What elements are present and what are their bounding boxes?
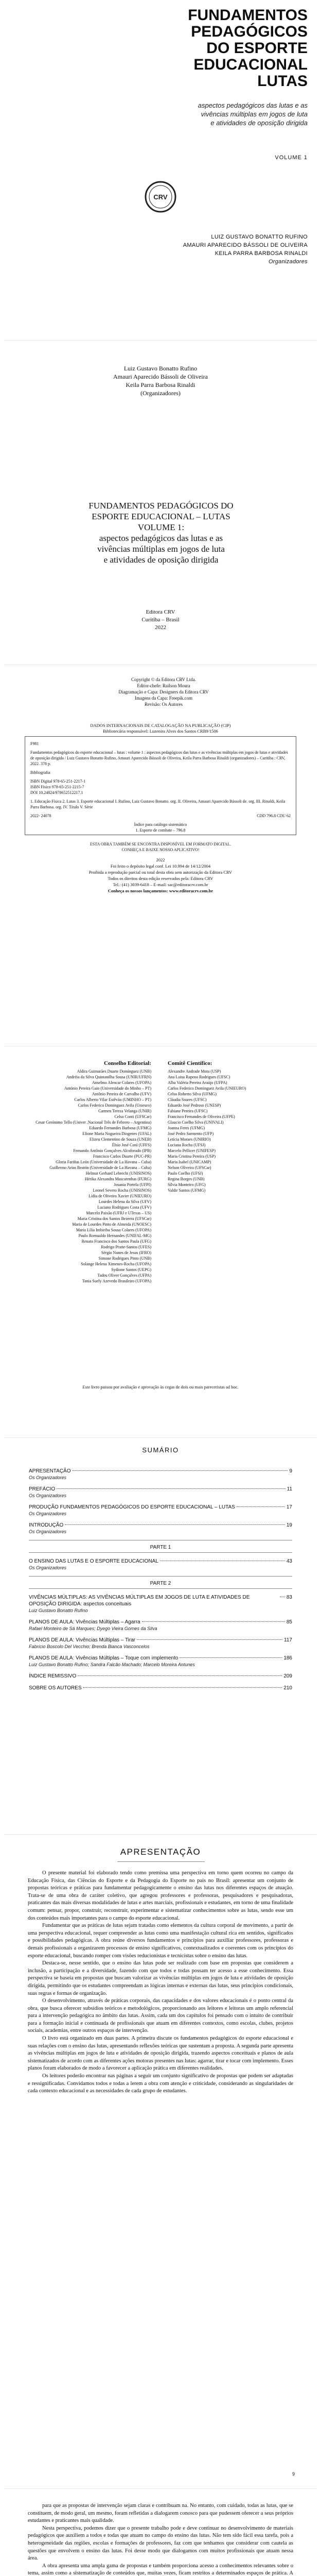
toc-list (29, 1463, 292, 1691)
paragraph: Os leitores poderão encontrar nas páginas a seguir um conjunto significativo de propostas que podem ser adaptadas e ressignificadas. Convidamos todos e todas a lerem a obra com atenção e criticidade, considerando as singularidades de cada contexto educacional e as necessidades de cada grupo de estudantes. (28, 2073, 293, 2094)
council-member: Luciana Rocha (UFSJ) (168, 1143, 206, 1147)
council-member: Joanna Feres (UFMG) (168, 1126, 205, 1130)
toc-leader-dots (142, 1621, 285, 1622)
council-member: Carlos Federico Dominguez Avila (Unieuro) (78, 1103, 151, 1108)
paragraph: O desenvolvimento, através de práticas corporais, das capacidades e dos valores educacionais é o ponto central da obra, que busca oferecer subsídios teóricos e metodológicos, proporcionando aos leitores e leitoras um amplo referencial para a intervenção pedagógica no âmbito das lutas. Assim, cada um dos capítulos foi pensado com o intuito de contribuir para a formação inicial e continuada de profissionais que atuam em diferentes contextos, como escolas, clubes, projetos sociais, academias, entre outros espaços de intervenção. (28, 1998, 293, 2034)
council-member: Glaucio Coelho Silva (UNIVALI) (168, 1120, 224, 1125)
cip-isbn: ISBN Digital 978-65-251-2217-1 ISBN Físico 978-65-251-2215-7 DOI 10.24824/978652512217.1 (30, 779, 86, 795)
council-member: Marcelo Paixão (UFRJ e UTexas – US) (86, 1211, 151, 1215)
paragraph: Destaca-se, nesse sentido, que o ensino das lutas pode ser realizado com base em propostas que considerem a inclusão, a participação e a diversidade, fazendo com que todos e todas possam ter acesso a esse conhecimento. Essa perspectiva se baseia em propostas que buscam valorizar as vivências múltiplas em jogos de luta e atividades de oposição dirigida, permitindo que os estudantes compreendam as lógicas internas e externas das lutas, seus princípios condicionais, suas regras e formas de organização. (28, 1960, 293, 1996)
council-member: Andréia da Silva Quintanilha Sousa (UNIR/UFRN) (66, 1075, 151, 1079)
catalog-page (4, 665, 317, 1041)
peer-review-note: Este livro passou por avaliação e aprovação às cegas de dois ou mais pareceristas ad hoc. (82, 1384, 239, 1389)
toc-entry[interactable] (29, 1594, 292, 1614)
council-member: António Pereira Gaio (Universidade do Minho – PT) (64, 1086, 151, 1091)
council-member: Maria Lília Imbiriba Sousa Colares (UFOPA) (76, 1228, 151, 1232)
toc-leader-dots (237, 1506, 285, 1507)
editorial-council: Conselho Editorial: Aldira Guimarães Duarte Domínguez (UNB) Andréia da Silva Quintanilha Sousa (UNIR/UFRN) Anselmo Alencar Colares (UFOPA) António Pereira Gaio (Universidade do Minho – PT) Antônio Pereira de Carvalho (UFV) Carlos Alberto Vilar Estêvão (UMINHO – PT) Carlos Federico Dominguez Avila (Unieuro) Carmen Tereza Velanga (UNIR) Celso Conti (UFSCar) Cesar Gerónimo Tello (Univer .Nacional Três de Febrero – Argentina) Eduardo Fernandes Barbosa (UFMG) Elione Maria Nogueira Diogenes (UFAL) Elizeu Clementino de Souza (UNEB) Élsio José Corá (UFFS) Fernando Antônio Gonçalves Alcoforado (IPB) Francisco Carlos Duarte (PUC-PR) Gloria Fariñas León (Universidade de La Havana – Cuba) Guillermo Arias Beatón (Universidade de La Havana – Cuba) Helmut Gerhard Lebrecht (UNISINOS) Hérika Alexandra Mascarenhas (FURG) Josania Portela (UFPI) Leonel Severo Rocha (UNISINOS) Lídia de Oliveira Xavier (UNIEURO) Lourdes Helena da Silva (UFV) Luciano Rodrigues Costa (UFV) Marcelo Paixão (UFRJ e UTexas – US) Maria Cristina dos Santos Bezerra (UFSCar) Maria de Lourdes Pinto de Almeida (UNOESC) Maria Lília Imbiriba Sousa Colares (UFOPA) Paulo Romualdo Hernandes (UNIFAL-MG) Renato Francisco dos Santos Paula (UFG) Rodrigo Pratte-Santos (UFES) Sérgio Nunes de Jesus (IFRO) Simone Rodrigues Pinto (UNB) Solange Helena Ximenes-Rocha (UFOPA) Sydione Santos (UEPG) Tadeu Oliver Gonçalves (UFPA) Tania Suely Azevedo Brasileiro (UFOPA) (33, 1061, 151, 1284)
council-member: Leonel Severo Rocha (UNISINOS) (93, 1188, 151, 1193)
toc-entry-page: 17 (286, 1504, 292, 1510)
cip-cdu: 2022- 24078 CDD 796.8 CDU 62 (30, 814, 291, 818)
council-member: Nelson Oliveira (UFSCar) (168, 1165, 211, 1170)
council-member: Maria Isabel (UNICAMP) (168, 1160, 211, 1164)
council-member: Paulo Romualdo Hernandes (UNIFAL-MG) (78, 1233, 151, 1238)
council-member: Alexandre Andrade Mota (USP) (168, 1069, 221, 1074)
title-page-title: FUNDAMENTOS PEDAGÓGICOS DO ESPORTE EDUCACIONAL – LUTAS VOLUME 1: aspectos pedagógicos das lutas e as vivências múltiplas em jogos de luta e atividades de oposição dirigida (88, 501, 234, 565)
scientific-committee: Comitê Científico: Alexandre Andrade Mota (USP) Ana Luisa Raposo Rodrigues (UFSC) Alba Valéria Pereira Araújo (UFPA) Carlos Federico Dominguez Avila (UNIEURO) Celso Roberto Silva (UFMG) Cláudia Soares (UFSC) Eduardo José Pedroso (UNESP) Fabiane Pereira (UFSC) Francisco Fernandes de Oliveira (UFPE) Glaucio Coelho Silva (UNIVALI) Joanna Feres (UFMG) José Pedro Sarmento (UFP) Letícia Moraes (UNIRIO) Luciana Rocha (UFSJ) Marcelo Pellicer (UNIFESP) Maria Cristina Pereira (USP) Maria Isabel (UNICAMP) Nelson Oliveira (UFSCar) Paulo Coelho (UFSJ) Regina Borges (UNB) Sílvia Monteiro (UFG) Valdir Santos (UFMG) (168, 1061, 291, 1193)
toc-entry-page: 9 (289, 1468, 292, 1474)
council-member: Élsio José Corá (UFFS) (112, 1143, 151, 1147)
toc-part-heading: PARTE 1 (150, 1545, 171, 1550)
council-member: Maria Cristina Pereira (USP) (168, 1154, 216, 1159)
council-member: Eduardo José Pedroso (UNESP) (168, 1103, 221, 1108)
toc-entry-page: 210 (283, 1685, 292, 1691)
copyright-credits: Copyright © da Editora CRV Ltda. Editor-chefe: Railson Moura Diagramação e Capa: Designers da Editora CRV Imagens da Capa: Freepik.com Revisão: Os Autores (118, 677, 209, 707)
council-member: Francisco Fernandes de Oliveira (UFPE) (168, 1114, 235, 1119)
council-member: Francisco Carlos Duarte (PUC-PR) (93, 1154, 151, 1159)
council-member: Celso Conti (UFSCar) (114, 1114, 151, 1119)
toc-entry-author: Luiz Gustavo Bonatto Rufino (29, 1608, 88, 1613)
council-member: Sydione Santos (UEPG) (111, 1267, 151, 1272)
cip-biblio: Bibliografia (30, 770, 50, 775)
council-member: Lídia de Oliveira Xavier (UNIEURO) (88, 1194, 151, 1198)
toc-entry-page: 85 (286, 1619, 292, 1625)
council-member: Cláudia Soares (UFSC) (168, 1097, 207, 1102)
toc-entry-author: Os Organizadores (29, 1493, 67, 1498)
toc-entry-title: PRODUÇÃO FUNDAMENTOS PEDAGÓGICOS DO ESPORTE EDUCACIONAL – LUTAS (29, 1504, 235, 1510)
toc-leader-dots (57, 1488, 285, 1489)
toc-page (4, 1437, 317, 1829)
council-member: Letícia Moraes (UNIRIO) (168, 1137, 211, 1142)
council-member: Elizeu Clementino de Souza (UNEB) (90, 1137, 151, 1142)
toc-leader-dots (73, 1470, 288, 1471)
toc-entry-title: O ENSINO DAS LUTAS E O ESPORTE EDUCACIONAL (29, 1558, 158, 1564)
council-member: Regina Borges (UNB) (168, 1177, 205, 1181)
presentation-body-continued (28, 2502, 293, 2576)
council-member: Cesar Gerónimo Tello (Univer .Nacional Três de Febrero – Argentina) (35, 1120, 151, 1125)
toc-entry[interactable] (29, 1655, 292, 1668)
toc-entry[interactable] (29, 1673, 292, 1680)
toc-entry-title: PLANOS DE AULA: Vivências Múltiplas – Toque com implemento (29, 1655, 179, 1661)
cip-code: F981 (30, 741, 39, 746)
council-member: Josania Portela (UFPI) (114, 1182, 151, 1187)
publisher-logo-icon (144, 180, 177, 213)
cover-authors: LUIZ GUSTAVO BONATTO RUFINO AMAURI APARECIDO BÁSSOLI DE OLIVEIRA KEILA PARRA BARBOSA RINALDI Organizadores (183, 234, 308, 265)
presentation-body (28, 1870, 293, 2095)
toc-part-heading: PARTE 2 (150, 1581, 171, 1586)
toc-entry[interactable] (29, 1685, 292, 1691)
toc-leader-dots (65, 1524, 285, 1525)
toc-divider (29, 1576, 292, 1577)
toc-entry-page: 19 (286, 1522, 292, 1528)
toc-entry-title: PLANOS DE AULA: Vivências Múltiplas – Agarra (29, 1619, 140, 1625)
cover-title: FUNDAMENTOS PEDAGÓGICOS DO ESPORTE EDUCACIONAL LUTAS (188, 7, 308, 90)
toc-entry-author: Os Organizadores (29, 1565, 67, 1570)
toc-entry-author: Rafael Monteiro de Sá Marques; Dyego Vieira Gomes da Silva (29, 1626, 157, 1631)
council-member: Fernando Antônio Gonçalves Alcoforado (IPB) (73, 1148, 151, 1153)
toc-entry-title: ÍNDICE REMISSIVO (29, 1673, 77, 1679)
council-member: Carlos Federico Dominguez Avila (UNIEURO) (168, 1086, 246, 1091)
paragraph: Fundamentar que as práticas de lutas sejam tratadas como elementos da cultura corporal de movimento, a partir de uma perspectiva educacional, requer compreender as lutas como uma manifestação cultural rica em sentidos, significados e possibilidades pedagógicas. A obra reúne diversos fundamentos e princípios para auxiliar professores, professoras e demais profissionais a organizarem processos de ensino significativos, contextualizados e coerentes com os princípios do esporte educacional, buscando romper com visões reducionistas e tecnicistas sobre o ensino das lutas. (28, 1923, 293, 1959)
toc-entry-title: APRESENTAÇÃO (29, 1468, 71, 1474)
council-member: Carmen Tereza Velanga (UNIR) (98, 1109, 151, 1113)
toc-entry-author: Luiz Gustavo Bonatto Rufino; Sandra Falcão Machado; Marcelo Moreira Antunes (29, 1662, 195, 1667)
toc-entry-page: 43 (286, 1558, 292, 1564)
council-member: Carlos Alberto Vilar Estêvão (UMINHO – PT) (74, 1097, 151, 1102)
toc-entry[interactable] (29, 1619, 292, 1632)
paragraph: O presente material foi elaborado tendo como premissa uma perspectiva em torno quem ocorreu no campo da Educação Física, das Ciências do Esporte e da Pedagogia do Esporte no país no Brasil: apresentar um conjunto de propostas teóricas e práticas para fundamentar pedagogicamente o ensino das lutas nos diferentes espaços de atuação. Trata-se de uma obra de caráter coletivo, que agregou professores e professoras, pesquisadores e pesquisadoras, praticantes das mais diversas modalidades de lutas e artes marciais, profissionais e estudantes, em torno de uma finalidade comum: pensar, propor, construir, reconstruir, experimentar e sistematizar conhecimentos sobre as lutas, sendo esse um dos conteúdos mais importantes para o campo do esporte educacional. (28, 1870, 293, 1921)
council-member: Elione Maria Nogueira Diogenes (UFAL) (82, 1131, 151, 1136)
council-member: Sérgio Nunes de Jesus (IFRO) (101, 1250, 151, 1255)
toc-entry-author: Fabrício Boscolo Del Vecchio; Brenda Bianca Vasconcelos (29, 1644, 150, 1649)
toc-entry-page: 83 (286, 1595, 292, 1600)
toc-entry[interactable] (29, 1637, 292, 1650)
toc-leader-dots (137, 1639, 282, 1640)
toc-entry-title: VIVÊNCIAS MÚLTIPLAS: AS VIVÊNCIAS MÚLTIPLAS EM JOGOS DE LUTA E ATIVIDADES DE OPOSIÇÃO DIRIGIDA: aspectos conceituais (29, 1595, 250, 1607)
title-page-authors: Luiz Gustavo Bonatto Rufino Amauri Aparecido Bássoli de Oliveira Keila Parra Barbosa Rinaldi (Organizadores) (113, 365, 208, 397)
cip-subjects: 1. Educação Física 2. Lutas 3. Esporte educacional I. Rufino, Luiz Gustavo Bonatto. org. II. Oliveira, Amauri Aparecido Bássoli de. org. III. Rinaldi, Keila Parra Barbosa. org. IV. Título V. Série (30, 799, 286, 809)
toc-entry[interactable] (29, 1558, 292, 1571)
toc-entry-page: 117 (284, 1637, 292, 1643)
toc-entry-title: SOBRE OS AUTORES (29, 1685, 82, 1691)
cover-subtitle: aspectos pedagógicos das lutas e as vivências múltiplas em jogos de luta e atividades de oposição dirigida (198, 101, 308, 127)
presentation-page-2 (4, 2488, 317, 2576)
paragraph: O livro está organizado em duas partes. A primeira discute os fundamentos pedagógicos do esporte educacional e suas relações com o ensino das lutas, apresentando reflexões teóricas que sustentam a proposta. A segunda parte apresenta as vivências múltiplas em jogos de luta e atividades de oposição dirigida, trazendo aspectos conceituais e planos de aula sistematizados de acordo com as diferentes ações motoras presentes nas lutas: agarrar, tirar e tocar com implemento. Esses planos foram elaborados de modo a favorecer a aplicação prática em diferentes realidades. (28, 2036, 293, 2072)
council-member: Solange Helena Ximenes-Rocha (UFOPA) (81, 1262, 151, 1266)
toc-entry-author: Os Organizadores (29, 1529, 67, 1534)
toc-leader-dots (83, 1687, 282, 1688)
cover-page (4, 0, 317, 330)
council-member: Anselmo Alencar Colares (UFOPA) (92, 1080, 151, 1085)
toc-heading: SUMÁRIO (142, 1446, 179, 1454)
presentation-heading: APRESENTAÇÃO (120, 1847, 201, 1857)
council-member: Eduardo Fernandes Barbosa (UFMG) (89, 1126, 151, 1130)
council-member: Maria de Lourdes Pinto de Almeida (UNOESC) (72, 1222, 151, 1227)
council-member: Tania Suely Azevedo Brasileiro (UFOPA) (82, 1279, 151, 1283)
toc-divider (29, 1588, 292, 1589)
council-member: Luciano Rodrigues Costa (UFV) (97, 1205, 151, 1210)
toc-entry-author: Os Organizadores (29, 1511, 67, 1516)
toc-entry-page: 209 (283, 1673, 292, 1679)
council-member: José Pedro Sarmento (UFP) (168, 1131, 214, 1136)
toc-entry[interactable] (29, 1486, 292, 1499)
toc-entry-page: 11 (287, 1486, 292, 1492)
page-number: 9 (292, 2471, 295, 2477)
council-member: Alba Valéria Pereira Araújo (UFPA) (168, 1080, 227, 1085)
paragraph: A obra apresenta uma ampla gama de propostas e também proporciona acesso a conhecimentos relevantes sobre o tema, assim como a sistematização de conteúdos que, muitas vezes, ficam restritos a determinados espaços de prática. A (28, 2563, 293, 2576)
council-member: Hérika Alexandra Mascarenhas (FURG) (84, 1177, 151, 1181)
council-member: Maria Cristina dos Santos Bezerra (UFSCar) (77, 1216, 151, 1221)
council-member: Marcelo Pellicer (UNIFESP) (168, 1148, 216, 1153)
toc-entry[interactable] (29, 1522, 292, 1535)
toc-entry-title: PREFÁCIO (29, 1486, 56, 1492)
council-member: Valdir Santos (UFMG) (168, 1188, 206, 1193)
toc-entry-title: PLANOS DE AULA: Vivências Múltiplas – Tirar (29, 1637, 136, 1643)
council-member: Renato Francisco dos Santos Paula (UFG) (81, 1239, 151, 1244)
council-member: Gloria Fariñas León (Universidade de La Havana – Cuba) (56, 1160, 151, 1164)
publisher-address: 2022 Foi feito o depósito legal conf. Lei 10.994 de 14/12/2004 Proibida a reprodução parcial ou total desta obra sem autorização da Editora CRV Todos os direitos desta edição reservados pela: Editora CRV Tel.: (41) 3039-6418 – E-mail: sac@editoracrv.com.br Conheça os nossos lançamentos: www.editoracrv.com.br (88, 857, 233, 893)
council-member: Aldira Guimarães Duarte Domínguez (UNB) (77, 1069, 151, 1074)
paragraph: para que as propostas de intervenção sejam claras e contribuam na. No entanto, com cuidado, todas as lutas, que se constituem, de modo geral, um mesmo, foram refletidas a dialogarem conosco para que pudessem oferecer a seus próprios estudantes e praticantes mais qualidade. (28, 2503, 293, 2524)
toc-leader-dots (180, 1657, 282, 1658)
toc-divider (29, 1552, 292, 1553)
volume-label: VOLUME 1 (275, 155, 308, 161)
title-page (4, 340, 317, 659)
cip-header: DADOS INTERNACIONAIS DE CATALOGAÇÃO NA PUBLICAÇÃO (CIP) Bibliotecária responsável: Luzenira Alves dos Santos CRB9/1506 (90, 723, 231, 734)
publisher-logo-text: CRV (153, 193, 168, 201)
council-member: Lourdes Helena da Silva (UFV) (98, 1199, 151, 1204)
toc-leader-dots (78, 1675, 282, 1676)
council-member: Ana Luisa Raposo Rodrigues (UFSC) (168, 1075, 230, 1079)
cip-card (25, 736, 296, 835)
council-member: Sílvia Monteiro (UFG) (168, 1182, 206, 1187)
digital-note: ESTA OBRA TAMBÉM SE ENCONTRA DISPONÍVEL EM FORMATO DIGITAL. CONHEÇA E BAIXE NOSSO APLICATIVO! (90, 842, 231, 852)
council-member: Antônio Pereira de Carvalho (UFV) (92, 1092, 151, 1096)
toc-entry[interactable] (29, 1504, 292, 1517)
paragraph: Nesta perspectiva, podemos dizer que o presente trabalho pode e deve continuar no desenvolvimento de materiais pedagógicos que auxiliem a todos e todas que atuam no campo do ensino das lutas. Não tem sido fácil essa tarefa, pois a heterogeneidade das regiões, escolas e formações de professores, faz com que tenhamos que considerar com cautela as questões que envolvem o ensino das lutas. Foi desse modo que dialogamos com muitos profissionais que atuam nessa área. (28, 2525, 293, 2562)
presentation-page-1 (4, 1834, 317, 2483)
council-member: Paulo Coelho (UFSJ) (168, 1171, 203, 1176)
council-page (4, 1046, 317, 1432)
cip-index: Índice para catálogo sistemático 1. Esporte de combate – 796.8 (134, 822, 187, 833)
heading-divider (117, 1861, 205, 1862)
title-page-imprint: Editora CRV Curitiba – Brasil 2022 (141, 609, 180, 631)
cip-entry: Fundamentos pedagógicos do esporte educacional – lutas : volume 1 : aspectos pedagógicos das lutas e as vivências múltiplas em jogos de lutas e atividades de oposição dirigida / Luiz Gustavo Bonatto Rufino, Amauri Aparecido Bássoli de Oliveira, Keila Parra Barbosa Rinaldi (organizadores) – Curitiba : CRV, 2022. 378 p. (30, 750, 288, 766)
council-member: Helmut Gerhard Lebrecht (UNISINOS) (85, 1171, 151, 1176)
toc-entry-author: Os Organizadores (29, 1475, 67, 1480)
council-member: Fabiane Pereira (UFSC) (168, 1109, 208, 1113)
council-member: Guillermo Arias Beatón (Universidade de La Havana – Cuba) (49, 1165, 151, 1170)
toc-entry-page: 186 (283, 1655, 292, 1661)
council-member: Celso Roberto Silva (UFMG) (168, 1092, 217, 1096)
toc-entry-title: INTRODUÇÃO (29, 1522, 64, 1528)
council-member: Tadeu Oliver Gonçalves (UFPA) (97, 1273, 151, 1278)
council-member: Rodrigo Pratte-Santos (UFES) (101, 1245, 151, 1249)
council-member: Simone Rodrigues Pinto (UNB) (98, 1256, 151, 1261)
toc-entry[interactable] (29, 1468, 292, 1481)
